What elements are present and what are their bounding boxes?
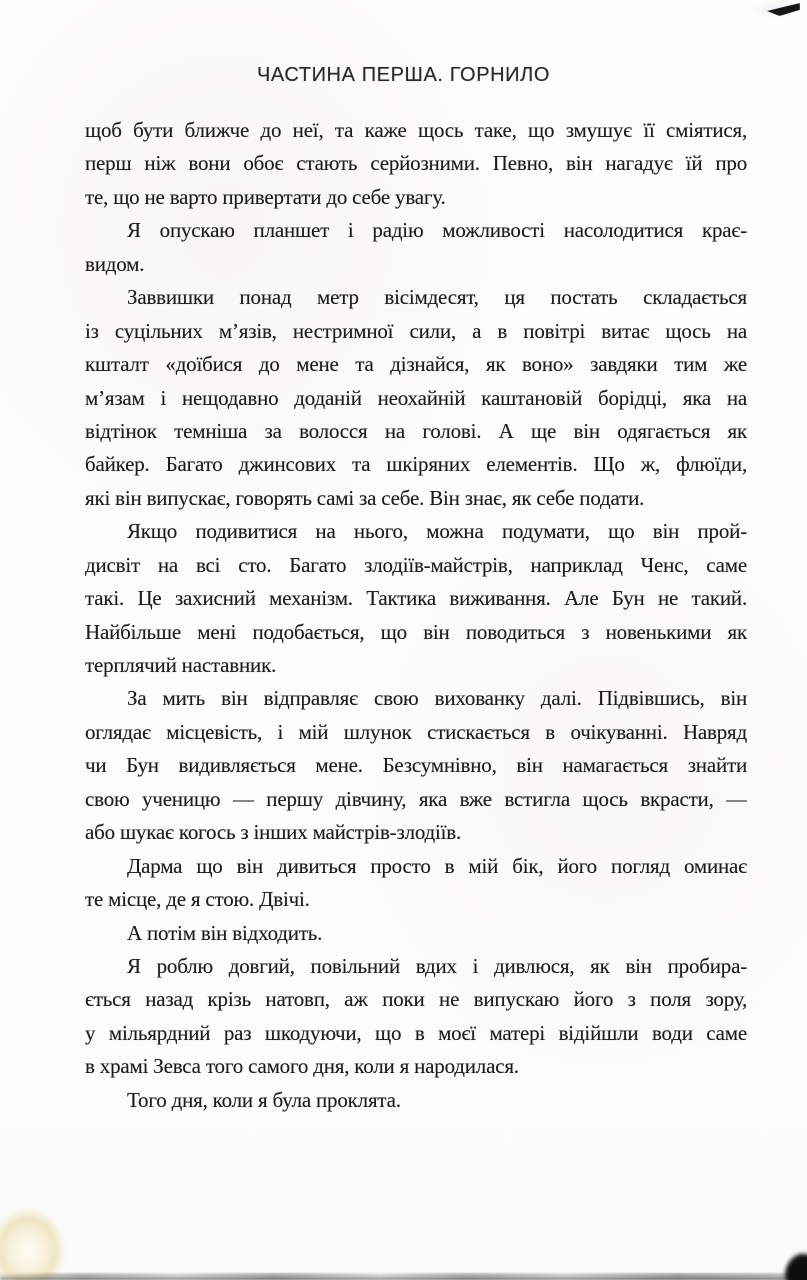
text-line: Я роблю довгий, повільний вдих і дивлюся, як він пробира- (127, 953, 747, 978)
text-line: із суцільних м’язів, нестримної сили, а в повітрі витає щось на (85, 318, 747, 343)
text-line: Найбільше мені подобається, що він поводиться з новенькими як (85, 619, 747, 644)
text-line: Якщо подивитися на нього, можна подумати, що він прой- (127, 519, 747, 544)
body-text (85, 114, 747, 1117)
text-line: терплячий наставник. (85, 653, 277, 677)
paragraph (85, 682, 747, 849)
bottom-left-blob (0, 1196, 76, 1280)
text-line: Заввишки понад метр вісімдесят, ця постать складається (127, 285, 747, 310)
paragraph (85, 950, 747, 1117)
text-line: у мільярдний раз шкодуючи, що в моєї матері відійшли води саме (85, 1020, 747, 1045)
text-line: видом. (85, 251, 145, 276)
bottom-right-shadow (781, 1250, 807, 1280)
text-line: А потім він відходить. (127, 920, 323, 945)
text-line: байкер. Багато джинсових та шкіряних елементів. Що ж, флюїди, (85, 452, 747, 477)
paragraph (85, 850, 747, 917)
text-line: щоб бути ближче до неї, та каже щось таке, що змушує її сміятися, (85, 118, 747, 142)
bottom-edge-shadow (0, 1273, 807, 1280)
paragraph (85, 281, 747, 515)
text-line: те, що не варто привертати до себе увагу. (85, 184, 446, 209)
text-line: оглядає місцевість, і мій шлунок стискається в очікуванні. Навряд (85, 719, 747, 744)
text-line: такі. Це захисний механізм. Тактика виживання. Але Бун не такий. (85, 586, 747, 611)
text-line: Я опускаю планшет і радію можливості насолодитися крає- (127, 218, 747, 243)
chapter-running-head: ЧАСТИНА ПЕРША. ГОРНИЛО (256, 64, 551, 86)
paragraph (85, 515, 747, 682)
text-line: перш ніж вони обоє стають серйозними. Певно, він нагадує їй про (85, 151, 747, 176)
text-line: За мить він відправляє свою вихованку далі. Підвівшись, він (127, 686, 747, 711)
paragraph (85, 214, 747, 281)
text-line: в храмі Зевса того самого дня, коли я народилася. (85, 1054, 519, 1079)
text-line: те місце, де я стою. Двічі. (85, 887, 310, 912)
text-line: чи Бун видивляється мене. Безсумнівно, він намагається знайти (85, 753, 747, 778)
text-line: які він випускає, говорять самі за себе. Він знає, як себе подати. (85, 485, 645, 510)
text-line: або шукає когось з інших майстрів-злодіїв. (85, 820, 462, 845)
paragraph (85, 114, 747, 214)
text-line: свою ученицю — першу дівчину, яка вже встигла щось вкрасти, — (85, 786, 747, 811)
text-line: ється назад крізь натовп, аж поки не випускаю його з поля зору, (85, 987, 747, 1012)
text-line: Дарма що він дивиться просто в мій бік, його погляд оминає (127, 853, 747, 878)
text-line: дисвіт на всі сто. Багато злодіїв-майстрів, наприклад Ченс, саме (85, 552, 747, 577)
text-line: відтінок темніша за волосся на голові. А ще він одягається як (85, 418, 747, 443)
text-line: кшталт «доїбися до мене та дізнайся, як воно» завдяки тим же (85, 352, 747, 377)
text-line: м’язам і нещодавно доданій неохайній каштановій борідці, яка на (85, 385, 747, 410)
paragraph (85, 917, 747, 950)
text-line: Того дня, коли я була проклята. (127, 1087, 401, 1112)
